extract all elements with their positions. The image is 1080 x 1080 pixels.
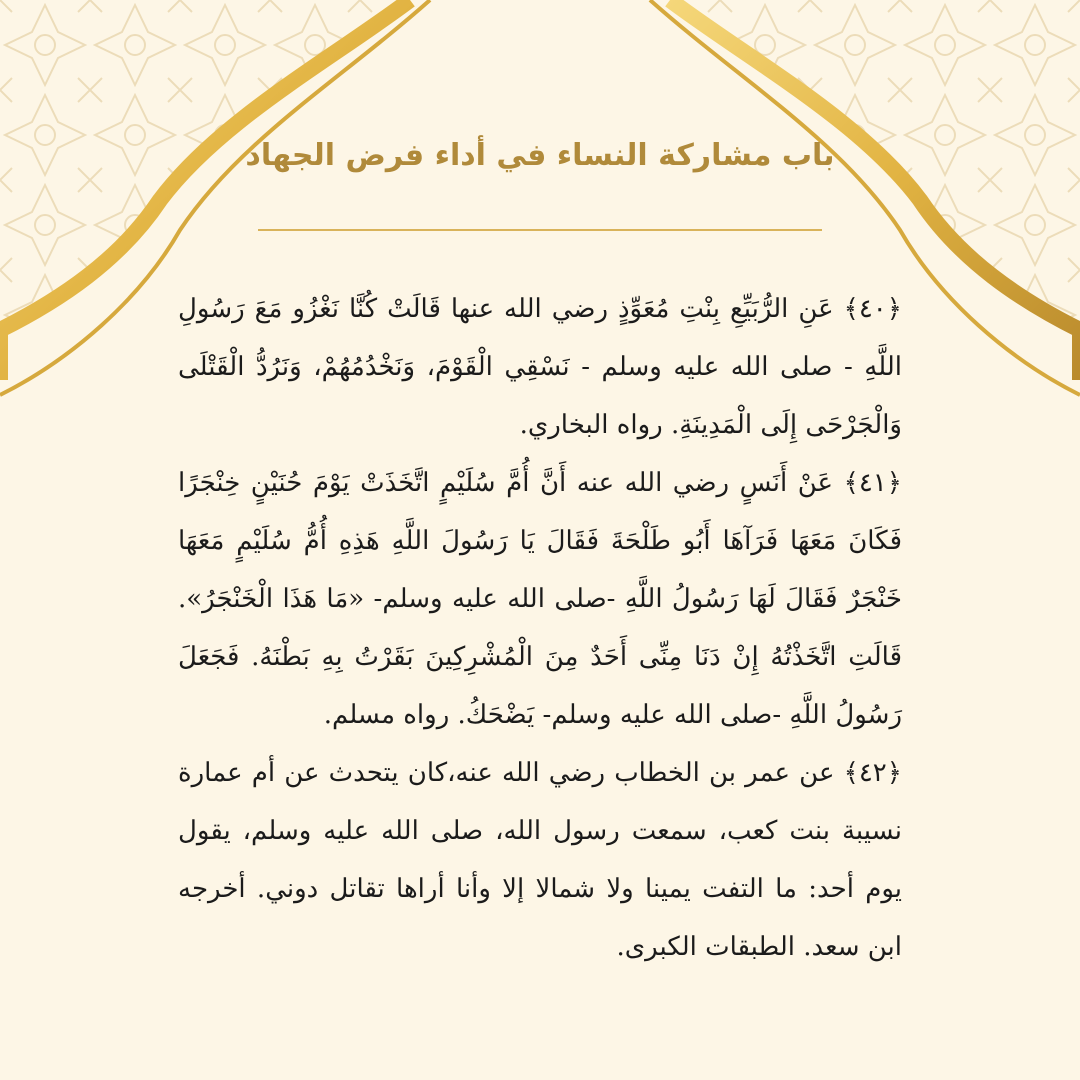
hadith-text: عن عمر بن الخطاب رضي الله عنه،كان يتحدث عن أم عمارة نسيبة بنت كعب، سمعت رسول الله، صلى الله عليه وسلم، يقول يوم أحد: ما التفت يمينا ولا شمالا إلا وأنا أراها تقاتل دوني. أخرجه ابن سعد. الطبقات الكبرى. — [178, 758, 902, 962]
hadith-number: ﴿٤١﴾ — [843, 468, 903, 498]
hadith-list — [178, 280, 902, 976]
title-divider — [258, 229, 822, 231]
hadith-number: ﴿٤٠﴾ — [843, 294, 903, 324]
hadith-42 — [178, 744, 902, 976]
hadith-40 — [178, 280, 902, 454]
hadith-text: عَنِ الرُّبَيِّعِ بِنْتِ مُعَوِّذٍ رضي الله عنها قَالَتْ كُنَّا نَغْزُو مَعَ رَسُولِ اللَّهِ - صلى الله عليه وسلم - نَسْقِي الْقَوْمَ، وَنَخْدُمُهُمْ، وَنَرُدُّ الْقَتْلَى وَالْجَرْحَى إِلَى الْمَدِينَةِ. رواه البخاري. — [178, 294, 902, 440]
hadith-text: عَنْ أَنَسٍ رضي الله عنه أَنَّ أُمَّ سُلَيْمٍ اتَّخَذَتْ يَوْمَ حُنَيْنٍ خِنْجَرًا فَكَانَ مَعَهَا فَرَآهَا أَبُو طَلْحَةَ فَقَالَ يَا رَسُولَ اللَّهِ هَذِهِ أُمُّ سُلَيْمٍ مَعَهَا خَنْجَرٌ فَقَالَ لَهَا رَسُولُ اللَّهِ -صلى الله عليه وسلم- «مَا هَذَا الْخَنْجَرُ». قَالَتِ اتَّخَذْتُهُ إِنْ دَنَا مِنِّى أَحَدٌ مِنَ الْمُشْرِكِينَ بَقَرْتُ بِهِ بَطْنَهُ. فَجَعَلَ رَسُولُ اللَّهِ -صلى الله عليه وسلم- يَضْحَكُ. رواه مسلم. — [178, 468, 902, 730]
hadith-41 — [178, 454, 902, 744]
hadith-number: ﴿٤٢﴾ — [843, 758, 902, 788]
page-title: باب مشاركة النساء في أداء فرض الجهاد — [245, 138, 835, 173]
